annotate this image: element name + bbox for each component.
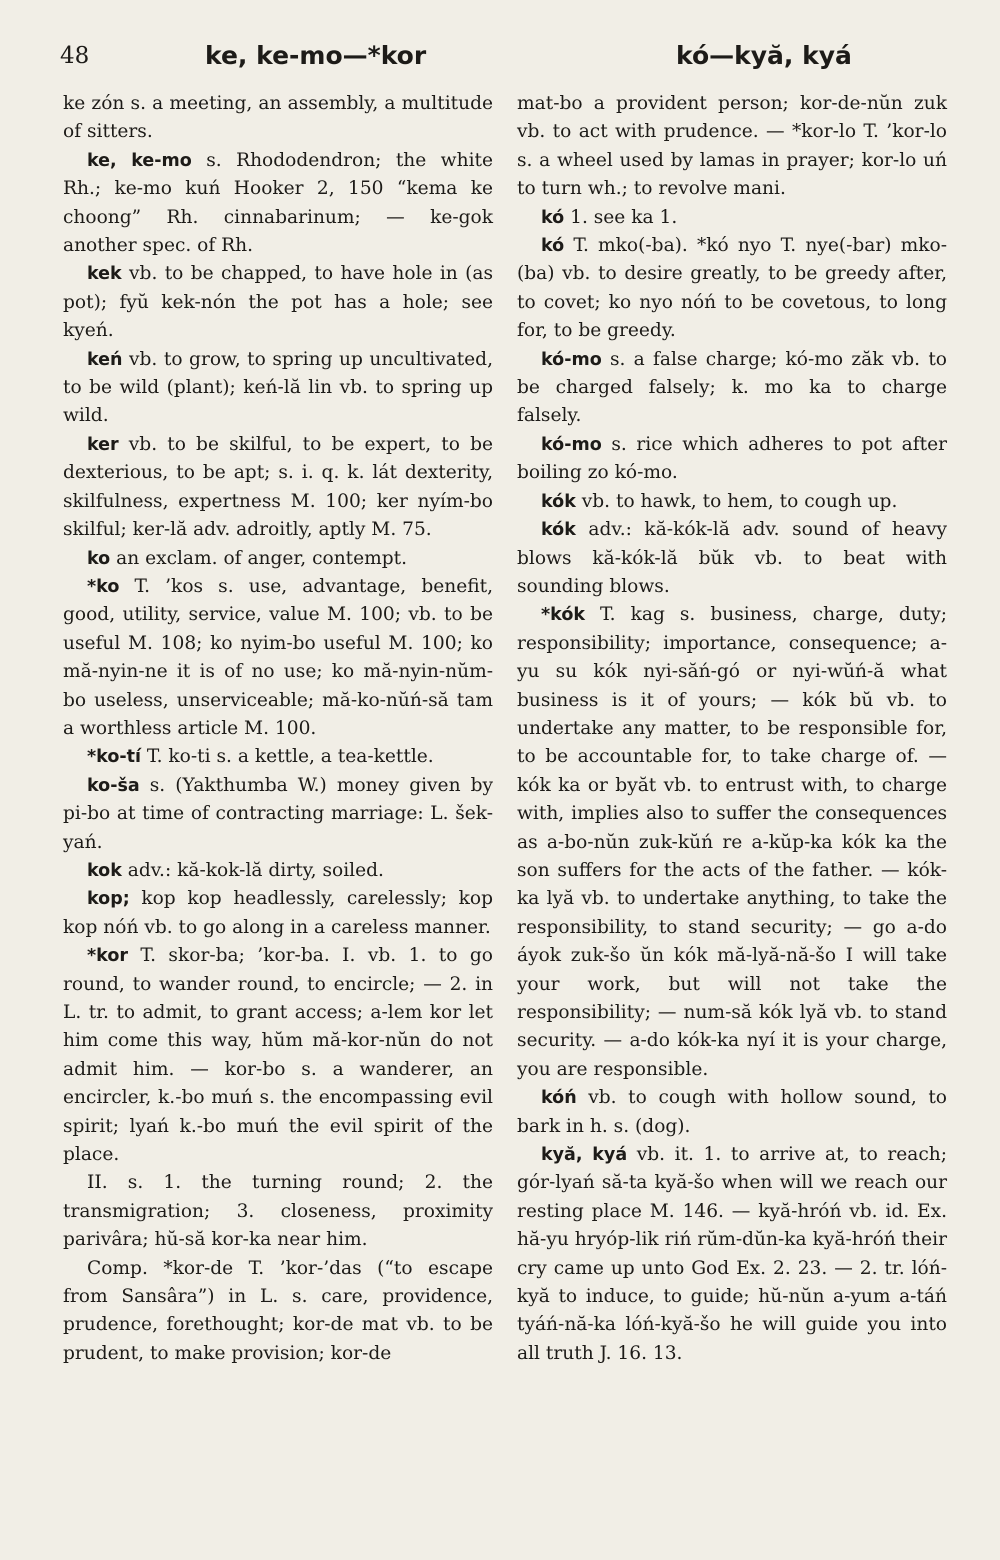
dictionary-entry [517,204,947,232]
entry-headword: ker [87,434,119,455]
entry-headword: ke, ke-mo [87,150,192,171]
entry-definition: adv.: kă-kók-lă adv. sound of heavy blows kă-kók-lă bŭk vb. to beat with sounding blows. [517,519,947,597]
entry-definition: kop kop headlessly, carelessly; kop kop nóń vb. to go along in a careless manner. [63,888,493,938]
dictionary-entry [517,232,947,346]
dictionary-entry [63,1169,493,1254]
dictionary-entry [517,516,947,601]
entry-headword: kek [87,264,122,285]
entry-definition: s. rice which adheres to pot after boiling zo kó-mo. [517,433,947,484]
right-running-head: kó—kyă, kyá [676,41,852,70]
entry-definition: ke zón s. a meeting, an assembly, a multitude of sitters. [63,93,493,143]
dictionary-entry [517,488,947,516]
entry-definition: T. mko(-ba). *kó nyo T. nye(-bar) mko-(ba) vb. to desire greatly, to be greedy after, to covet; ko nyo nóń to be covetous, to long for, to be greedy. [517,235,947,342]
dictionary-entry [517,431,947,488]
dictionary-entry [517,90,947,204]
entry-definition: adv.: kă-kok-lă dirty, soiled. [121,859,384,881]
entry-headword: kó [541,207,565,228]
entry-definition: T. ’kos s. use, advantage, benefit, good, utility, service, value M. 100; vb. to be useful M. 108; ko nyim-bo useful M. 100; ko mă-nyin-ne it is of no use; ko mă-nyin-nŭm-bo useless, unserviceable; mă-ko-nŭń-să tam a worthless article M. 100. [63,575,493,739]
entry-headword: *kók [541,605,585,626]
entry-definition: vb. to cough with hollow sound, to bark in h. s. (dog). [517,1087,947,1137]
entry-headword: kóń [541,1088,577,1109]
entry-headword: kok [87,860,122,881]
entry-definition: an exclam. of anger, contempt. [110,547,408,569]
entry-definition: vb. it. 1. to arrive at, to reach; gór-lyań să-ta kyă-šo when will we reach our resting place M. 146. — kyă-hróń vb. id. Ex. hă-yu hryóp-lik riń rŭm-dŭn-ka kyă-hróń their cry came up unto God Ex. 2. 23. — 2. tr. lóń-kyă to induce, to guide; hŭ-nŭn a-yum a-táń tyáń-nă-ka lóń-kyă-šo he will guide you into all truth J. 16. 13. [517,1144,948,1364]
dictionary-entry [517,601,947,1084]
dictionary-entry [517,1084,947,1141]
dictionary-entry [63,147,493,261]
entry-definition: T. skor-ba; ’kor-ba. I. vb. 1. to go round, to wander round, to encircle; — 2. in L. tr. to admit, to grant access; a-lem kor let him come this way, hŭm mă-kor-nŭn do not admit him. — kor-bo s. a wanderer, an encircler, k.-bo muń s. the encompassing evil spirit; lyań k.-bo muń the evil spirit of the place. [63,945,493,1166]
entry-headword: kó-mo [541,434,602,455]
dictionary-entry [517,1141,947,1368]
entry-definition: mat-bo a provident person; kor-de-nŭn zuk vb. to act with prudence. — *kor-lo T. ’kor-lo s. a wheel used by lamas in prayer; kor-lo uń to turn wh.; to revolve mani. [517,93,947,200]
right-column [517,90,947,1368]
entry-definition: vb. to hawk, to hem, to cough up. [575,490,898,512]
entry-headword: kyă, kyá [541,1145,628,1166]
entry-definition: 1. see ka 1. [564,206,678,228]
dictionary-entry [63,346,493,431]
entry-headword: *ko-tí [87,747,141,768]
page-number: 48 [60,43,90,69]
dictionary-entry [63,545,493,573]
entry-definition: T. kag s. business, charge, duty; responsibility; importance, consequence; a-yu su kók nyi-săń-gó or nyi-wŭń-ă what business is it of yours; — kók bŭ vb. to undertake any matter, to be responsible for, to be accountable for, to take charge of. — kók ka or byăt vb. to entrust with, to charge with, implies also to suffer the consequences as a-bo-nŭn zuk-kŭń re a-kŭp-ka kók ka the son suffers for the acts of the father. — kók-ka lyă vb. to undertake anything, to take the responsibility, to stand security; — go a-do áyok zuk-šo ŭn kók mă-lyă-nă-šo I will take your work, but will not take the responsibility; — num-să kók lyă vb. to stand security. — a-do kók-ka nyí it is your charge, you are responsible. [517,604,947,1080]
entry-headword: ko [87,548,111,569]
dictionary-entry [63,1255,493,1369]
entry-headword: *ko [87,576,120,597]
entry-definition: T. ko-ti s. a kettle, a tea-kettle. [140,746,434,768]
entry-headword: kók [541,491,576,512]
entry-headword: *kor [87,946,128,967]
dictionary-entry [517,346,947,431]
entry-headword: kop; [87,889,130,910]
entry-headword: kó [541,236,565,257]
entry-headword: ko-ša [87,775,140,796]
entry-definition: vb. to be chapped, to have hole in (as pot); fyŭ kek-nón the pot has a hole; see kyeń. [63,263,493,342]
dictionary-entry [63,743,493,771]
entry-headword: kó-mo [541,349,602,370]
dictionary-entry [63,885,493,942]
entry-definition: s. a false charge; kó-mo zăk vb. to be charged falsely; k. mo ka to charge falsely. [517,348,947,427]
entry-definition: s. (Yakthumba W.) money given by pi-bo at time of contracting marriage: L. šek-yań. [63,774,493,853]
dictionary-entry [63,573,493,743]
dictionary-entry [63,90,493,147]
entry-headword: kók [541,520,576,541]
dictionary-entry [63,772,493,857]
dictionary-entry [63,431,493,545]
left-column [63,90,493,1368]
dictionary-entry [63,857,493,885]
dictionary-entry [63,942,493,1169]
entry-headword: keń [87,349,123,370]
dictionary-entry [63,260,493,345]
entry-definition: vb. to be skilful, to be expert, to be dexterious, to be apt; s. i. q. k. lát dexterity, skilfulness, expertness M. 100; ker nyím-bo skilful; ker-lă adv. adroitly, aptly M. 75. [63,433,493,541]
entry-definition: II. s. 1. the turning round; 2. the transmigration; 3. closeness, proximity parivâra; hŭ-să kor-ka near him. [63,1172,493,1251]
entry-definition: s. Rhododendron; the white Rh.; ke-mo kuń Hooker 2, 150 “kema ke choong” Rh. cinnabarinum; — ke-gok another spec. of Rh. [63,149,493,257]
entry-definition: vb. to grow, to spring up uncultivated, to be wild (plant); keń-lă lin vb. to spring up wild. [63,348,493,427]
entry-definition: Comp. *kor-de T. ’kor-’das (“to escape from Sansâra”) in L. s. care, providence, prudence, forethought; kor-de mat vb. to be prudent, to make provision; kor-de [63,1257,493,1364]
left-running-head: ke, ke-mo—*kor [205,41,427,70]
